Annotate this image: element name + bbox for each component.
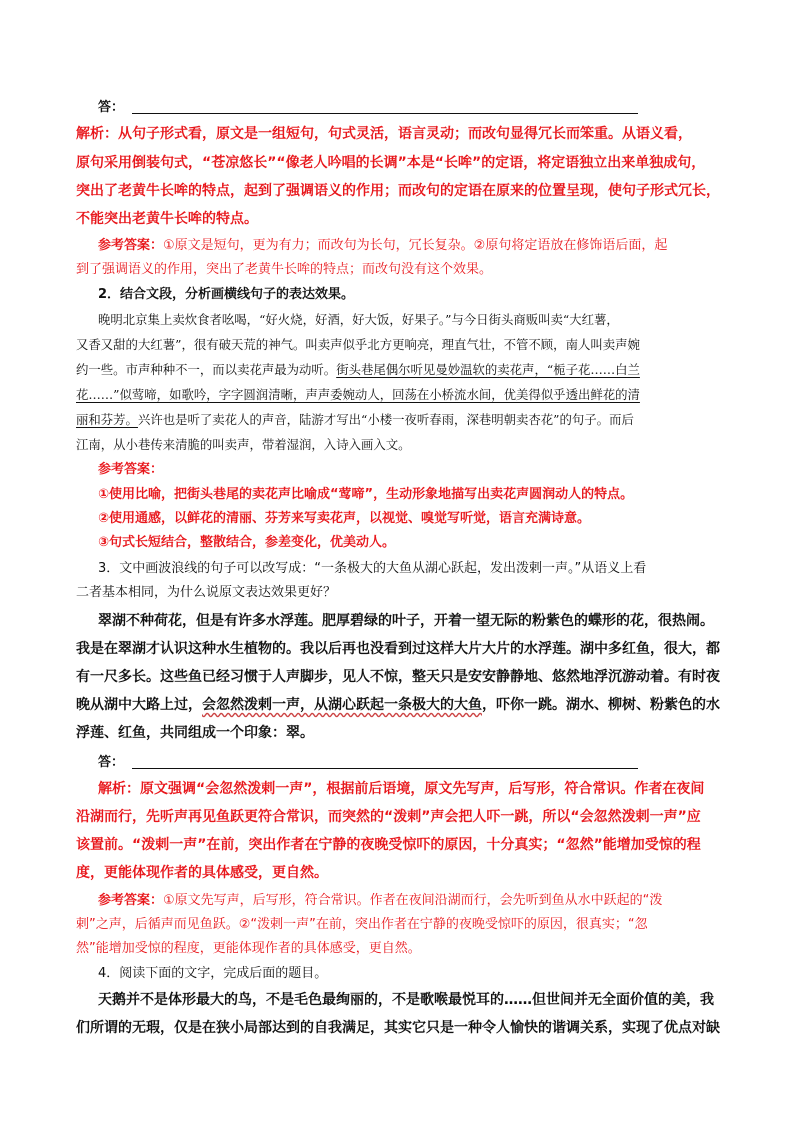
analysis-line: 原句采用倒装句式，“苍凉悠长”“像老人吟唱的长调”本是“长哞”的定语，将定语独立出来单独成句， bbox=[76, 155, 706, 171]
reference-text: ①原文先写声，后写形，符合常识。作者在夜间沿湖而行，会先听到鱼从水中跃起的“泼 bbox=[163, 893, 663, 908]
answer-label: 答： bbox=[98, 100, 125, 115]
reference-label: 参考答案： bbox=[98, 893, 164, 908]
wavy-underlined-sentence: 会忽然泼剌一声，从湖心跃起一条极大的大鱼 bbox=[202, 697, 482, 713]
question-2-prompt: 2．结合文段，分析画横线句子的表达效果。 bbox=[98, 287, 355, 302]
passage-text: 晚从湖中大路上过， bbox=[76, 697, 202, 713]
passage-line: 晚明北京集上卖炊食者吆喝，“好火烧，好酒，好大饭，好果子。”与今日街头商贩叫卖“大红薯， bbox=[98, 312, 619, 327]
analysis-line: 度，更能体现作者的具体感受，更自然。 bbox=[76, 865, 328, 881]
reference-answer-line: 剌”之声，后循声而见鱼跃。②“泼剌一声”在前，突出作者在宁静的夜晚受惊吓的原因，很真实；“忽 bbox=[76, 917, 648, 932]
answer-blank-line[interactable] bbox=[132, 113, 638, 114]
reference-answer-line: ③句式长短结合，整散结合，参差变化，优美动人。 bbox=[98, 535, 396, 550]
underlined-sentence: 街头巷尾偶尔听见曼妙温软的卖花声，“栀子花……白兰 bbox=[336, 362, 640, 377]
passage-line bbox=[76, 695, 720, 715]
reference-answer-line: 到了强调语义的作用，突出了老黄牛长哞的特点；而改句没有这个效果。 bbox=[76, 262, 493, 277]
passage-line: 翠湖不种荷花，但是有许多水浮莲。肥厚碧绿的叶子，开着一望无际的粉紫色的蝶形的花，很热闹。 bbox=[98, 613, 714, 629]
passage-line: 们所谓的无瑕，仅是在狭小局部达到的自我满足，其实它只是一种令人愉快的谐调关系，实现了优点对缺 bbox=[76, 1020, 720, 1036]
reference-answer-line: ①使用比喻，把街头巷尾的卖花声比喻成“莺啼”，生动形象地描写出卖花声圆润动人的特点。 bbox=[98, 487, 634, 502]
reference-answer-line bbox=[98, 236, 667, 256]
question-3-prompt: 二者基本相同，为什么说原文表达效果更好？ bbox=[76, 585, 337, 600]
reference-label: 参考答案： bbox=[98, 238, 164, 253]
answer-label: 答： bbox=[98, 755, 125, 770]
passage-text: ，吓你一跳。湖水、柳树、粉紫色的水 bbox=[482, 697, 720, 713]
passage-line bbox=[76, 360, 640, 380]
passage-line: 江南，从小巷传来清脆的叫卖声，带着湿润，入诗入画入文。 bbox=[76, 437, 411, 452]
analysis-line: 不能突出老黄牛长哞的特点。 bbox=[76, 211, 258, 227]
question-4-prompt: 4．阅读下面的文字，完成后面的题目。 bbox=[98, 966, 328, 981]
underlined-sentence: 花……”似莺啼，如歌吟，字字圆润清晰，声声委婉动人，回荡在小桥流水间，优美得似乎透出鲜花的清 bbox=[76, 387, 640, 402]
passage-line: 我是在翠湖才认识这种水生植物的。我以后再也没看到过这样大片大片的水浮莲。湖中多红鱼，很大，都 bbox=[76, 641, 720, 657]
analysis-line: 突出了老黄牛长哞的特点，起到了强调语义的作用；而改句的定语在原来的位置呈现，使句子形式冗长， bbox=[76, 183, 720, 199]
reference-label: 参考答案： bbox=[98, 462, 164, 477]
reference-answer-line bbox=[98, 891, 662, 911]
passage-line: 又香又甜的大红薯”，很有破天荒的神气。叫卖声似乎北方更响亮，理直气壮，不管不顾，南人叫卖声婉 bbox=[76, 337, 640, 352]
reference-answer-line: 然”能增加受惊的程度，更能体现作者的具体感受，更自然。 bbox=[76, 941, 421, 956]
underlined-sentence: 丽和芬芳。 bbox=[76, 412, 138, 427]
passage-text: 约一些。市声种种不一，而以卖花声最为动听。 bbox=[76, 362, 337, 377]
analysis-line: 解析：原文强调“会忽然泼剌一声”，根据前后语境，原文先写声，后写形，符合常识。作者在夜间 bbox=[98, 781, 705, 797]
analysis-line: 沿湖而行，先听声再见鱼跃更符合常识，而突然的“泼剌”声会把人吓一跳，所以“会忽然泼剌一声”应 bbox=[76, 809, 701, 825]
passage-text: 兴许也是听了卖花人的声音，陆游才写出“小楼一夜听春雨，深巷明朝卖杏花”的句子。而后 bbox=[137, 412, 634, 427]
passage-line: 有一尺多长。这些鱼已经习惯于人声脚步，见人不惊，整天只是安安静静地、悠然地浮沉游动着。有时夜 bbox=[76, 669, 720, 685]
passage-line: 浮莲、红鱼，共同组成一个印象：翠。 bbox=[76, 725, 314, 741]
reference-answer-line: ②使用通感，以鲜花的清丽、芬芳来写卖花声，以视觉、嗅觉写听觉，语言充满诗意。 bbox=[98, 511, 591, 526]
passage-line: 天鹅并不是体形最大的鸟，不是毛色最绚丽的，不是歌喉最悦耳的……但世间并无全面价值的美，我 bbox=[98, 992, 714, 1008]
analysis-line: 解析：从句子形式看，原文是一组短句，句式灵活，语言灵动；而改句显得冗长而笨重。从语义看， bbox=[76, 126, 692, 142]
answer-blank-line[interactable] bbox=[132, 768, 638, 769]
analysis-line: 该置前。“泼剌一声”在前，突出作者在宁静的夜晚受惊吓的原因，十分真实；“忽然”能增加受惊的程 bbox=[76, 837, 701, 853]
passage-line bbox=[76, 410, 634, 430]
reference-text: ①原文是短句，更为有力；而改句为长句，冗长复杂。②原句将定语放在修饰语后面，起 bbox=[163, 238, 668, 253]
question-3-prompt: 3．文中画波浪线的句子可以改写成：“一条极大的大鱼从湖心跃起，发出泼剌一声。”从语义上看 bbox=[98, 561, 647, 576]
